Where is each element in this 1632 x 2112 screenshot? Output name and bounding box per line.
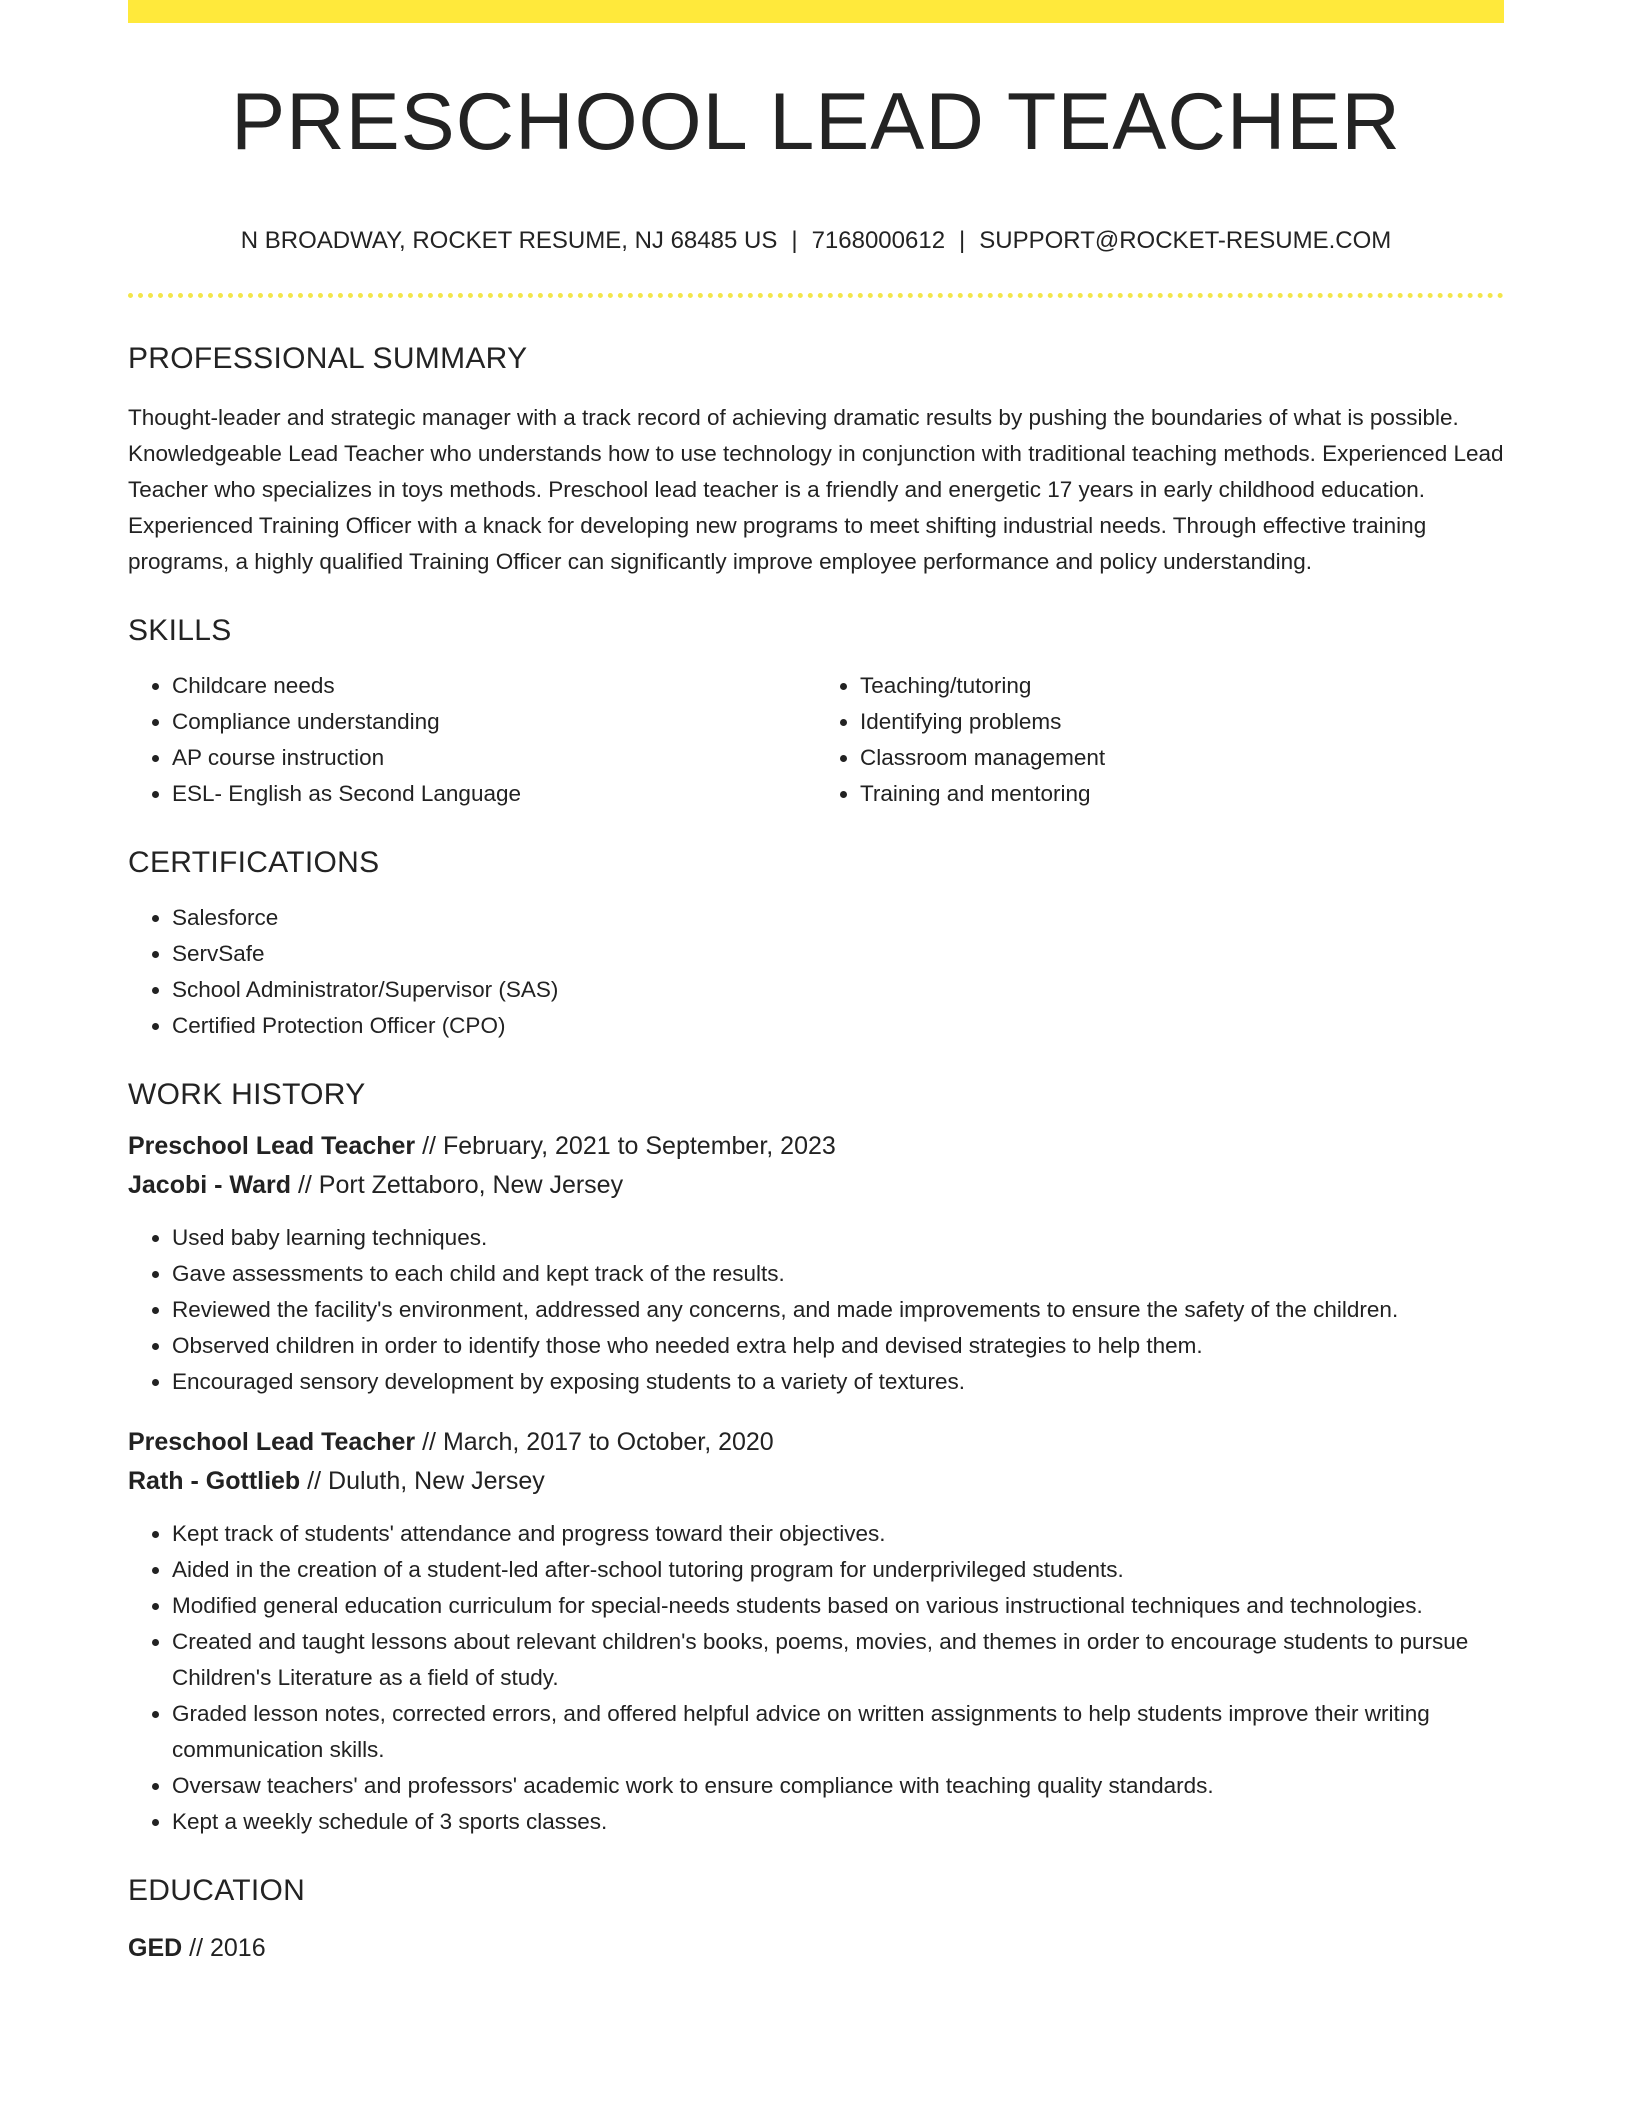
summary-heading: PROFESSIONAL SUMMARY — [128, 342, 528, 375]
job-bullet: • Encouraged sensory development by exposing students to a variety of textures. — [172, 1364, 1504, 1400]
certifications-list — [128, 900, 1504, 1044]
job-bullet: • Modified general education curriculum for special-needs students based on various instructional techniques and technologies. — [172, 1588, 1504, 1624]
education-heading: EDUCATION — [128, 1874, 306, 1907]
accent-bar — [128, 0, 1504, 23]
job-dates: // March, 2017 to October, 2020 — [422, 1428, 774, 1456]
resume-title: PRESCHOOL LEAD TEACHER — [231, 77, 1401, 167]
job-bullet: • Gave assessments to each child and kept track of the results. — [172, 1256, 1504, 1292]
job-dates: // February, 2021 to September, 2023 — [422, 1132, 836, 1160]
job-title: Preschool Lead Teacher — [128, 1132, 416, 1160]
skills-heading: SKILLS — [128, 614, 232, 647]
dotted-divider — [128, 293, 1504, 298]
skills-left-list — [128, 668, 816, 812]
job-company: Jacobi - Ward — [128, 1171, 291, 1199]
summary-section — [128, 344, 1504, 580]
job-company: Rath - Gottlieb — [128, 1467, 301, 1495]
work-history-section — [128, 1080, 1504, 1840]
job-bullet: • Kept track of students' attendance and progress toward their objectives. — [172, 1516, 1504, 1552]
education-section — [128, 1876, 1504, 1961]
skill-item: • Training and mentoring — [860, 776, 1504, 812]
job-bullets — [128, 1220, 1504, 1400]
job-bullet: • Kept a weekly schedule of 3 sports classes. — [172, 1804, 1504, 1840]
skill-item: • Classroom management — [860, 740, 1504, 776]
contact-email[interactable]: SUPPORT@ROCKET-RESUME.COM — [979, 227, 1392, 254]
certification-item: • School Administrator/Supervisor (SAS) — [172, 972, 1504, 1008]
job-bullet: • Graded lesson notes, corrected errors, and offered helpful advice on written assignments to help students improve their writing communication skills. — [172, 1696, 1504, 1768]
job-bullet: • Aided in the creation of a student-led after-school tutoring program for underprivileged students. — [172, 1552, 1504, 1588]
contact-line — [128, 229, 1504, 253]
skills-right-list — [816, 668, 1504, 812]
job-entry — [128, 1430, 1504, 1840]
work-history-heading: WORK HISTORY — [128, 1078, 366, 1111]
skill-item: • Identifying problems — [860, 704, 1504, 740]
contact-separator: | — [791, 227, 798, 254]
certifications-section — [128, 848, 1504, 1044]
skill-item: • Teaching/tutoring — [860, 668, 1504, 704]
certifications-heading: CERTIFICATIONS — [128, 846, 380, 879]
job-title-line — [128, 1430, 1504, 1455]
skills-columns — [128, 668, 1504, 812]
job-location: // Port Zettaboro, New Jersey — [297, 1171, 624, 1199]
job-title-line — [128, 1134, 1504, 1159]
job-bullet: • Created and taught lessons about relevant children's books, poems, movies, and themes in order to encourage students to pursue Children's Literature as a field of study. — [172, 1624, 1504, 1696]
summary-text: Thought-leader and strategic manager with a track record of achieving dramatic results by pushing the boundaries of what is possible. Knowledgeable Lead Teacher who understands how to use technology in conjunction with traditional teaching methods. Experienced Lead Teacher who specializes in toys methods. Preschool lead teacher is a friendly and energetic 17 years in early childhood education. Experienced Training Officer with a knack for developing new programs to meet shifting industrial needs. Through effective training programs, a highly qualified Training Officer can significantly improve employee performance and policy understanding. — [128, 405, 1504, 574]
education-degree: GED — [128, 1934, 183, 1962]
certification-item: • Salesforce — [172, 900, 1504, 936]
skill-item: • ESL- English as Second Language — [172, 776, 816, 812]
job-bullet: • Observed children in order to identify those who needed extra help and devised strategies to help them. — [172, 1328, 1504, 1364]
education-year: // 2016 — [189, 1934, 266, 1962]
job-company-line — [128, 1173, 1504, 1198]
job-bullet: • Oversaw teachers' and professors' academic work to ensure compliance with teaching quality standards. — [172, 1768, 1504, 1804]
job-bullets — [128, 1516, 1504, 1840]
job-title: Preschool Lead Teacher — [128, 1428, 416, 1456]
skills-section — [128, 616, 1504, 812]
contact-phone[interactable]: 7168000612 — [811, 227, 946, 254]
resume-page — [128, 0, 1504, 1961]
skill-item: • Childcare needs — [172, 668, 816, 704]
job-bullet: • Used baby learning techniques. — [172, 1220, 1504, 1256]
job-location: // Duluth, New Jersey — [307, 1467, 545, 1495]
contact-separator: | — [959, 227, 966, 254]
education-entry — [128, 1936, 1504, 1961]
certification-item: • Certified Protection Officer (CPO) — [172, 1008, 1504, 1044]
contact-address: N BROADWAY, ROCKET RESUME, NJ 68485 US — [240, 227, 778, 254]
certification-item: • ServSafe — [172, 936, 1504, 972]
job-company-line — [128, 1469, 1504, 1494]
skill-item: • AP course instruction — [172, 740, 816, 776]
job-bullet: • Reviewed the facility's environment, addressed any concerns, and made improvements to ensure the safety of the children. — [172, 1292, 1504, 1328]
skill-item: • Compliance understanding — [172, 704, 816, 740]
job-entry — [128, 1134, 1504, 1400]
